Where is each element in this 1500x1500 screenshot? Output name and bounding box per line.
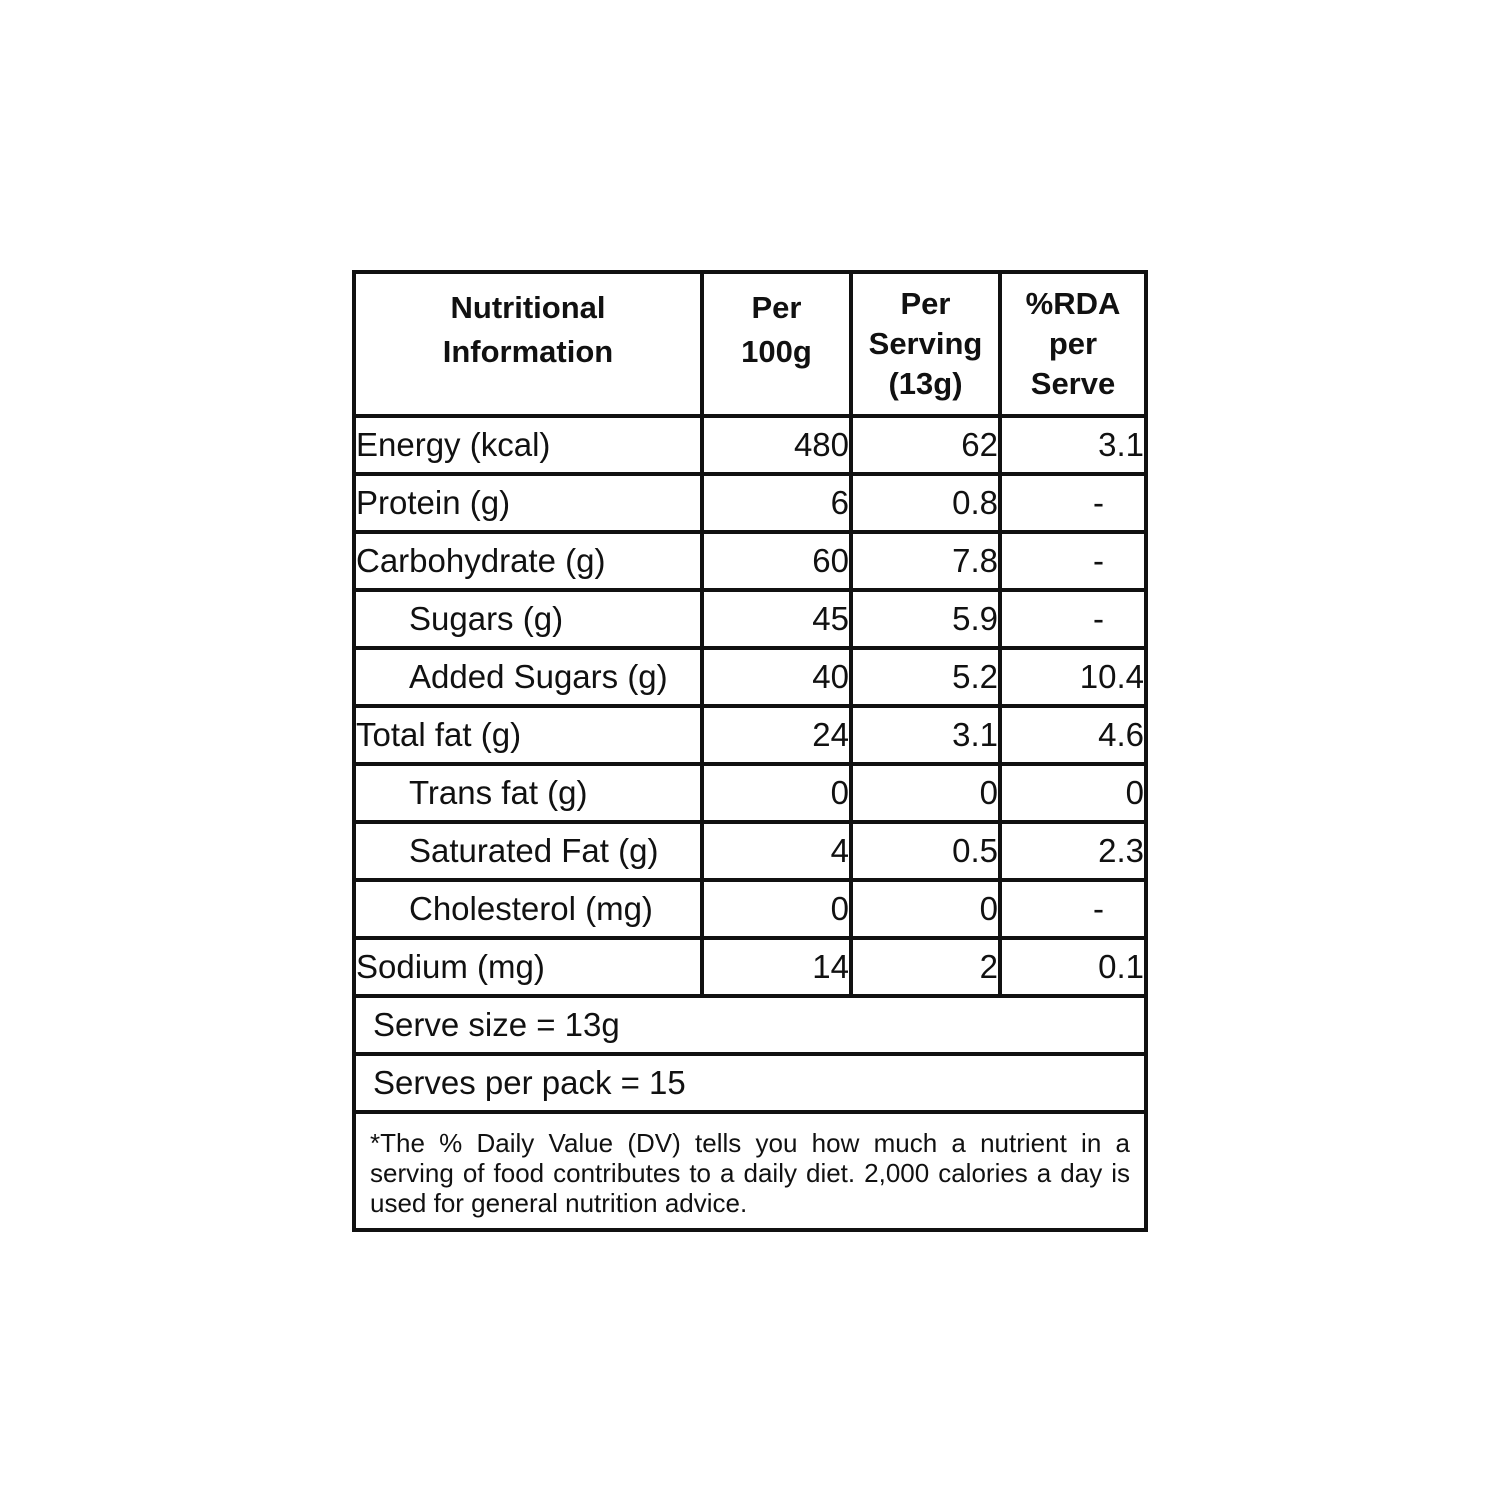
table-row bbox=[356, 880, 1144, 938]
header-nutritional-information bbox=[356, 274, 702, 416]
nutrient-label: Protein (g) bbox=[356, 474, 702, 532]
table-row bbox=[356, 706, 1144, 764]
nutrient-label: Cholesterol (mg) bbox=[356, 880, 702, 938]
nutrition-table bbox=[356, 274, 1144, 1228]
rda-value: - bbox=[1000, 590, 1144, 648]
table-row bbox=[356, 764, 1144, 822]
header-line: %RDA bbox=[1025, 286, 1121, 321]
rda-value: - bbox=[1000, 880, 1144, 938]
header-per-100g bbox=[702, 274, 851, 416]
per-100g-value: 4 bbox=[702, 822, 851, 880]
per-100g-value: 24 bbox=[702, 706, 851, 764]
nutrient-label: Total fat (g) bbox=[356, 706, 702, 764]
serve-size-text: Serve size = 13g bbox=[356, 996, 1144, 1054]
per-100g-value: 0 bbox=[702, 880, 851, 938]
per-serving-value: 0 bbox=[851, 764, 1000, 822]
per-100g-value: 45 bbox=[702, 590, 851, 648]
rda-value: 3.1 bbox=[1000, 416, 1144, 474]
header-line: Serve bbox=[1030, 366, 1116, 401]
header-line: Per bbox=[751, 290, 802, 325]
rda-value: 0.1 bbox=[1000, 938, 1144, 996]
nutrient-label: Added Sugars (g) bbox=[356, 648, 702, 706]
header-line: Per bbox=[900, 286, 951, 321]
per-serving-value: 62 bbox=[851, 416, 1000, 474]
nutrient-label: Energy (kcal) bbox=[356, 416, 702, 474]
header-line: Serving bbox=[868, 326, 983, 361]
serves-per-pack-row bbox=[356, 1054, 1144, 1112]
rda-value: 10.4 bbox=[1000, 648, 1144, 706]
header-line: Information bbox=[442, 334, 614, 369]
per-100g-value: 14 bbox=[702, 938, 851, 996]
per-serving-value: 0.8 bbox=[851, 474, 1000, 532]
table-row bbox=[356, 416, 1144, 474]
per-serving-value: 3.1 bbox=[851, 706, 1000, 764]
header-line: 100g bbox=[741, 334, 812, 369]
nutrient-label: Carbohydrate (g) bbox=[356, 532, 702, 590]
table-row bbox=[356, 648, 1144, 706]
table-row bbox=[356, 532, 1144, 590]
header-per-serving bbox=[851, 274, 1000, 416]
header-line: per bbox=[1048, 326, 1098, 361]
per-serving-value: 2 bbox=[851, 938, 1000, 996]
rda-value: 2.3 bbox=[1000, 822, 1144, 880]
per-serving-value: 0.5 bbox=[851, 822, 1000, 880]
nutrient-label: Sugars (g) bbox=[356, 590, 702, 648]
nutrient-label: Sodium (mg) bbox=[356, 938, 702, 996]
footnote-text: *The % Daily Value (DV) tells you how much a nutrient in a serving of food contributes to a daily diet. 2,000 calories a day is used for general nutrition advice. bbox=[356, 1112, 1144, 1228]
footnote-row bbox=[356, 1112, 1144, 1228]
rda-value: 4.6 bbox=[1000, 706, 1144, 764]
nutrient-label: Saturated Fat (g) bbox=[356, 822, 702, 880]
per-serving-value: 0 bbox=[851, 880, 1000, 938]
table-row bbox=[356, 822, 1144, 880]
header-row bbox=[356, 274, 1144, 416]
per-serving-value: 5.2 bbox=[851, 648, 1000, 706]
per-100g-value: 480 bbox=[702, 416, 851, 474]
nutrient-label: Trans fat (g) bbox=[356, 764, 702, 822]
table-row bbox=[356, 590, 1144, 648]
header-line: (13g) bbox=[888, 366, 963, 401]
serve-size-row bbox=[356, 996, 1144, 1054]
per-serving-value: 7.8 bbox=[851, 532, 1000, 590]
per-serving-value: 5.9 bbox=[851, 590, 1000, 648]
header-rda-per-serve bbox=[1000, 274, 1144, 416]
serves-per-pack-text: Serves per pack = 15 bbox=[356, 1054, 1144, 1112]
table-row bbox=[356, 938, 1144, 996]
per-100g-value: 6 bbox=[702, 474, 851, 532]
rda-value: - bbox=[1000, 474, 1144, 532]
table-row bbox=[356, 474, 1144, 532]
per-100g-value: 0 bbox=[702, 764, 851, 822]
nutrition-facts-panel bbox=[352, 270, 1148, 1232]
header-line: Nutritional bbox=[450, 290, 606, 325]
rda-value: - bbox=[1000, 532, 1144, 590]
per-100g-value: 40 bbox=[702, 648, 851, 706]
rda-value: 0 bbox=[1000, 764, 1144, 822]
per-100g-value: 60 bbox=[702, 532, 851, 590]
